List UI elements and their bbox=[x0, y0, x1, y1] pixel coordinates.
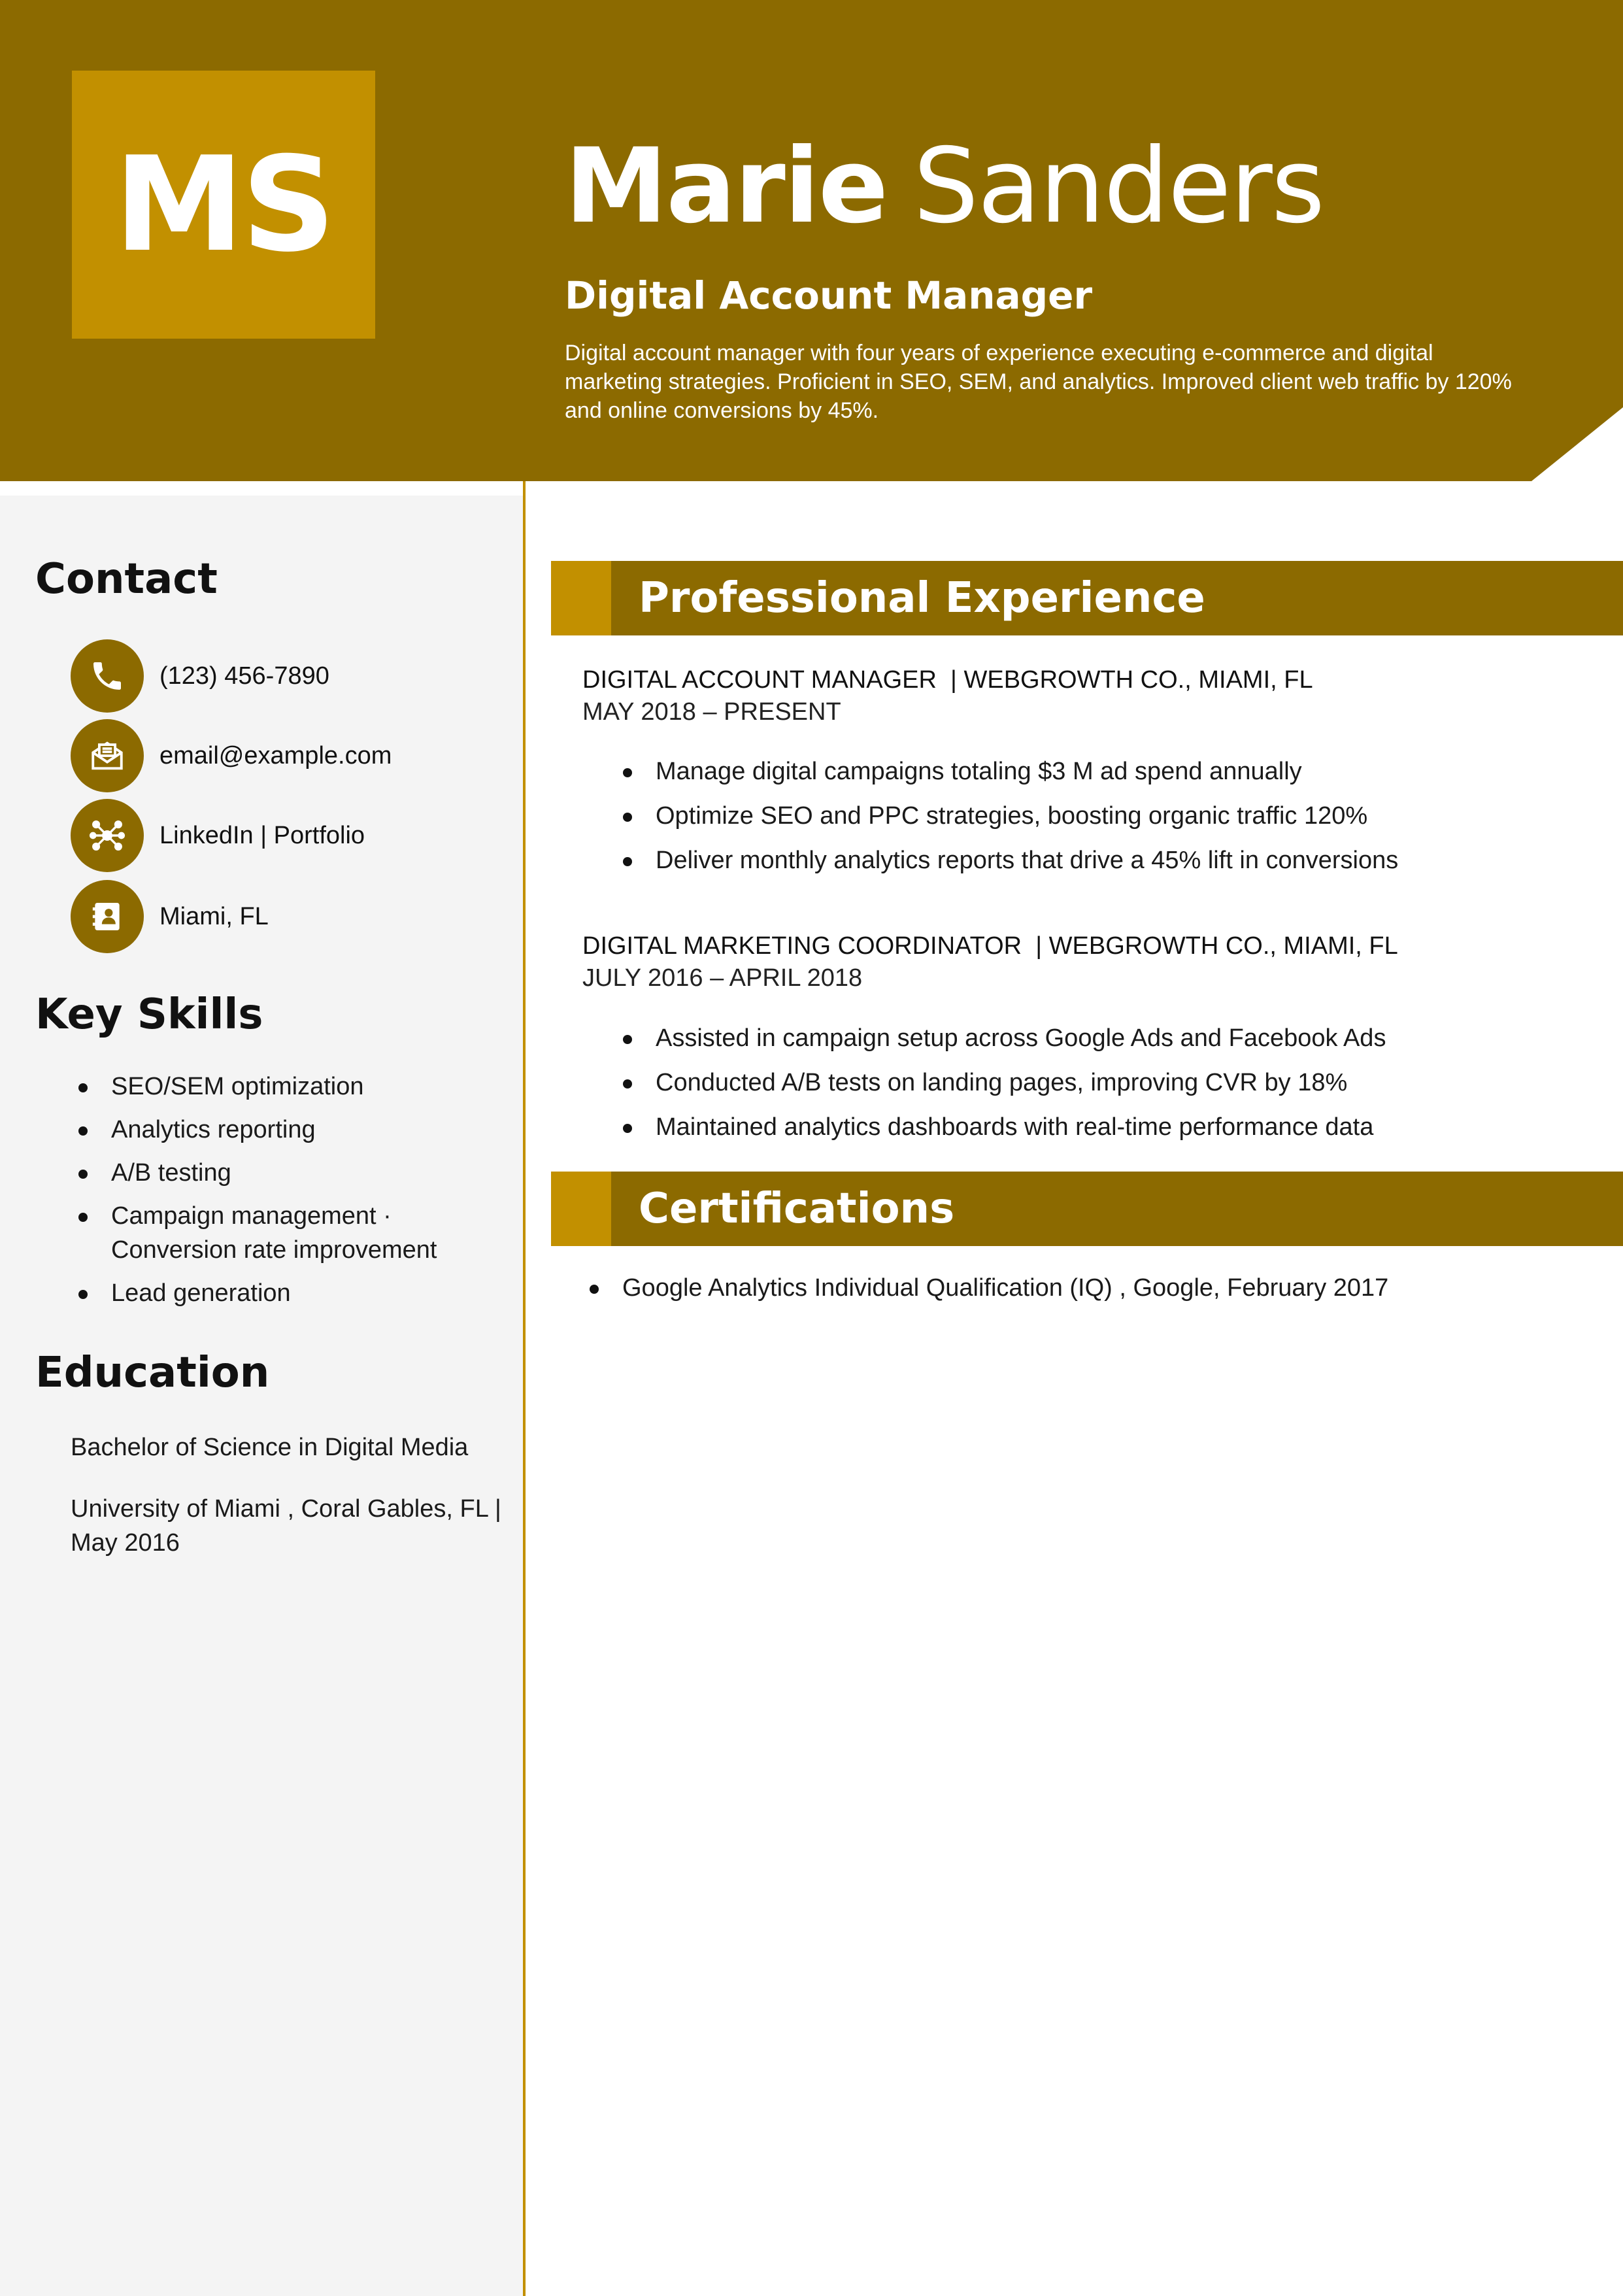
list-item: Optimize SEO and PPC strategies, boosting organic traffic 120% bbox=[656, 799, 1584, 833]
job-2-company: WEBGROWTH CO., MIAMI, FL bbox=[1048, 932, 1398, 960]
certifications-heading-bar bbox=[551, 1172, 1623, 1246]
heading-accent bbox=[551, 1172, 611, 1246]
first-name: Marie bbox=[565, 126, 888, 246]
job-1-title: DIGITAL ACCOUNT MANAGER bbox=[582, 666, 937, 694]
job-1-company: WEBGROWTH CO., MIAMI, FL bbox=[963, 666, 1313, 694]
contact-phone[interactable] bbox=[71, 639, 329, 713]
list-item: Campaign management · Conversion rate improvement bbox=[111, 1199, 497, 1267]
job-1-header: DIGITAL ACCOUNT MANAGER | WEBGROWTH CO., MIAMI, FL bbox=[582, 666, 1313, 694]
list-item: Lead generation bbox=[111, 1276, 497, 1310]
list-item: Maintained analytics dashboards with real-time performance data bbox=[656, 1110, 1584, 1144]
monogram: MS bbox=[72, 71, 375, 339]
certifications-list bbox=[622, 1271, 1590, 1305]
list-item: Assisted in campaign setup across Google Ads and Facebook Ads bbox=[656, 1021, 1584, 1055]
links-text: LinkedIn | Portfolio bbox=[159, 821, 365, 849]
last-name: Sanders bbox=[913, 126, 1324, 246]
list-item: Google Analytics Individual Qualification (IQ) , Google, February 2017 bbox=[622, 1271, 1590, 1305]
skills-heading: Key Skills bbox=[35, 990, 263, 1039]
job-1-bullets bbox=[656, 754, 1584, 888]
column-divider bbox=[523, 481, 526, 2296]
job-2-header: DIGITAL MARKETING COORDINATOR | WEBGROWTH CO., MIAMI, FL bbox=[582, 932, 1398, 960]
network-icon bbox=[71, 799, 144, 872]
location-text: Miami, FL bbox=[159, 902, 269, 930]
job-2-dates: JULY 2016 – APRIL 2018 bbox=[582, 964, 863, 992]
skills-list bbox=[111, 1070, 497, 1319]
email-text: email@example.com bbox=[159, 741, 392, 769]
job-title: Digital Account Manager bbox=[565, 273, 1093, 318]
contact-location bbox=[71, 880, 269, 953]
phone-icon bbox=[71, 639, 144, 713]
phone-text: (123) 456-7890 bbox=[159, 662, 329, 690]
contact-heading: Contact bbox=[35, 555, 218, 603]
list-item: A/B testing bbox=[111, 1156, 497, 1190]
contact-links[interactable] bbox=[71, 799, 365, 872]
contact-email[interactable] bbox=[71, 719, 392, 792]
job-2-bullets bbox=[656, 1021, 1584, 1155]
experience-heading: Professional Experience bbox=[639, 574, 1205, 622]
list-item: SEO/SEM optimization bbox=[111, 1070, 497, 1104]
education-degree: Bachelor of Science in Digital Media bbox=[71, 1434, 469, 1461]
list-item: Analytics reporting bbox=[111, 1113, 497, 1147]
list-item: Manage digital campaigns totaling $3 M ad spend annually bbox=[656, 754, 1584, 788]
certifications-heading: Certifications bbox=[639, 1185, 955, 1233]
address-book-icon bbox=[71, 880, 144, 953]
summary: Digital account manager with four years of experience executing e-commerce and digital marketing strategies. Proficient in SEO, SEM, and analytics. Improved client web traffic by 120% and online conversions by 45%. bbox=[565, 341, 1512, 423]
education-heading: Education bbox=[35, 1349, 270, 1397]
list-item: Conducted A/B tests on landing pages, improving CVR by 18% bbox=[656, 1066, 1584, 1100]
experience-heading-bar bbox=[551, 561, 1623, 635]
candidate-name bbox=[565, 124, 1324, 248]
education-school: University of Miami , Coral Gables, FL | May 2016 bbox=[71, 1495, 501, 1557]
heading-accent bbox=[551, 561, 611, 635]
job-1-dates: MAY 2018 – PRESENT bbox=[582, 698, 841, 726]
envelope-icon bbox=[71, 719, 144, 792]
job-2-title: DIGITAL MARKETING COORDINATOR bbox=[582, 932, 1022, 960]
list-item: Deliver monthly analytics reports that drive a 45% lift in conversions bbox=[656, 843, 1584, 877]
